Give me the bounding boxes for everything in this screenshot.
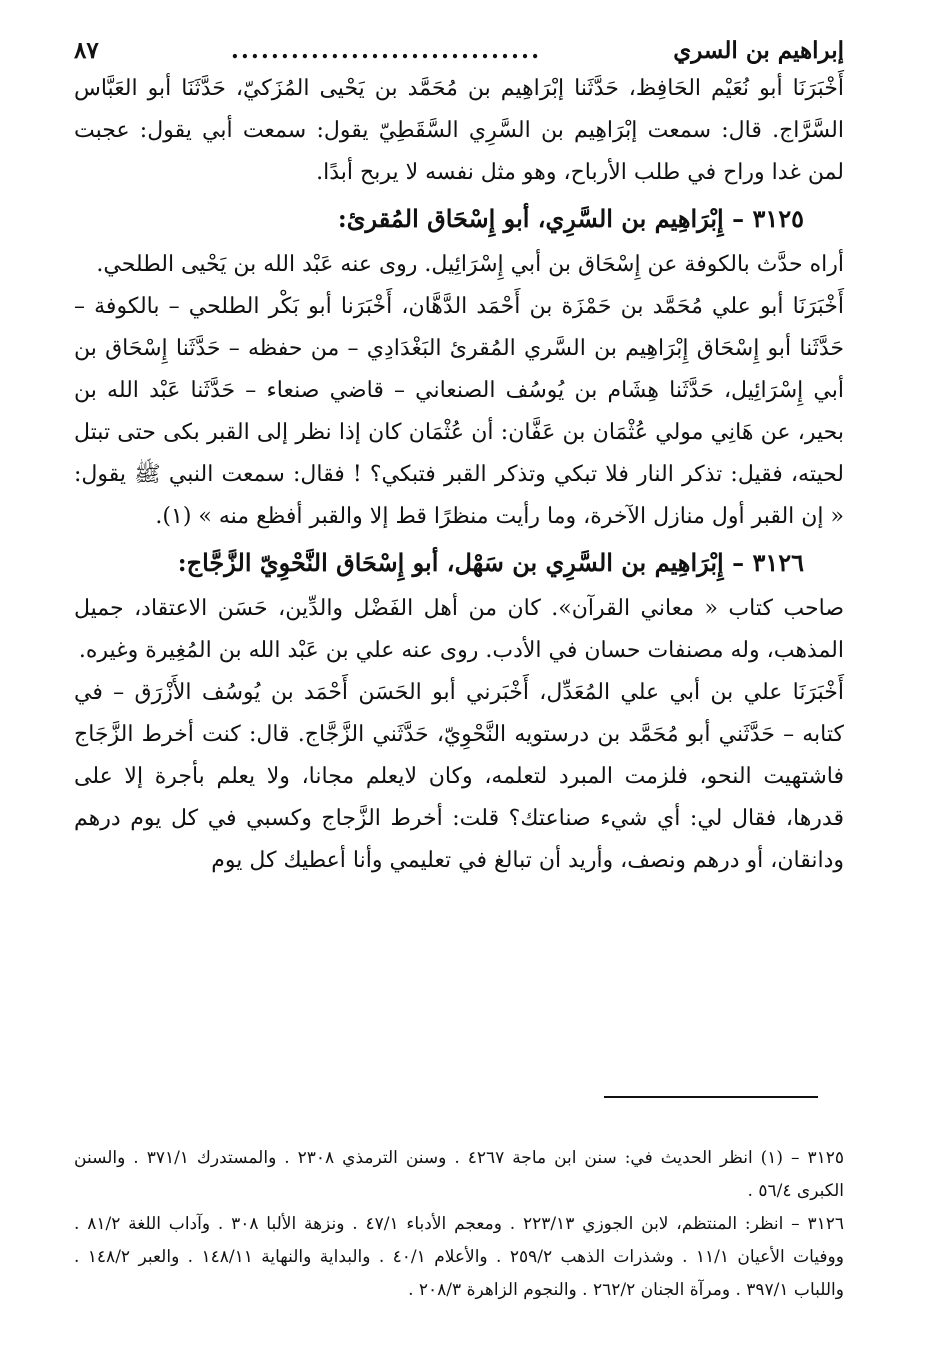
body-paragraph: صاحب كتاب « معاني القرآن». كان من أهل الفَضْل والدِّين، حَسَن الاعتقاد، جميل المذهب، وله مصنفات حسان في الأدب. روى عنه علي بن عَبْد الله بن المُغِيرة وغيره. (74, 596, 844, 663)
body-paragraph: أَخْبَرَنَا أبو علي مُحَمَّد بن حَمْزَة بن أَحْمَد الدَّهَّان، أَخْبَرَنا أبو بَكْر الطلحي – بالكوفة – حَدَّثَنا أبو إِسْحَاق إِبْرَاهِيم بن السَّري المُقرئ البَغْدَادِي – من حفظه – حَدَّثَنا إِسْحَاق بن أبي إِسْرَائِيل، حَدَّثَنا هِشَام بن يُوسُف الصنعاني – قاضي صنعاء – حَدَّثَنا عَبْد الله بن بحير، عن هَانِي مولي عُثْمَان بن عَفَّان: أن عُثْمَان كان إذا نظر إلى القبر بكى حتى تبتل لحيته، فقيل: تذكر النار فلا تبكي وتذكر القبر فتبكي؟ ! فقال: سمعت النبي ﷺ يقول: « إن القبر أول منازل الآخرة، وما رأيت منظرًا قط إلا والقبر أفظع منه » (١). (74, 294, 844, 529)
footnote: ٣١٢٦ – انظر: المنتظم، لابن الجوزي ٢٢٣/١٣ . ومعجم الأدباء ٤٧/١ . ونزهة الألبا ٣٠٨ . وآداب اللغة ٨١/٢ . ووفيات الأعيان ١١/١ . وشذرات الذهب ٢٥٩/٢ . والأعلام ٤٠/١ . والبداية والنهاية ١٤٨/١١ . والعبر ١٤٨/٢ . واللباب ٣٩٧/١ . ومرآة الجنان ٢٦٢/٢ . والنجوم الزاهرة ٢٠٨/٣ . (74, 1214, 845, 1300)
page-number: ٨٧ (74, 37, 99, 64)
running-title: إبراهيم بن السري (673, 37, 844, 64)
running-header (74, 36, 844, 68)
footnote-separator (604, 1096, 818, 1098)
footnotes (74, 1142, 844, 1307)
entry-heading: ٣١٢٦ – إِبْرَاهِيم بن السَّرِي بن سَهْل، أبو إِسْحَاق النَّحْوِيّ الزَّجَّاج: (177, 548, 804, 577)
entry-heading: ٣١٢٥ – إِبْرَاهِيم بن السَّرِي، أبو إِسْحَاق المُقرئ: (337, 204, 804, 233)
body-paragraph: أَخْبَرَنَا أبو نُعَيْم الحَافِظ، حَدَّثَنا إبْرَاهِيم بن مُحَمَّد بن يَحْيى المُزَكيّ، حَدَّثَنَا أبو العَبَّاس السَّرَّاج. قال: سمعت إبْرَاهِيم بن السَّرِي السَّقَطِيّ يقول: سمعت أبي يقول: عجبت لمن غدا وراح في طلب الأرباح، وهو مثل نفسه لا يربح أبدًا. (74, 76, 844, 185)
leader-dots: ............................... (230, 37, 542, 64)
body-paragraph: أراه حدَّث بالكوفة عن إِسْحَاق بن أبي إِسْرَائِيل. روى عنه عَبْد الله بن يَحْيى الطلحي. (96, 252, 844, 277)
book-page (74, 36, 844, 882)
footnote: ٣١٢٥ – (١) انظر الحديث في: سنن ابن ماجة ٤٢٦٧ . وسنن الترمذي ٢٣٠٨ . والمستدرك ٣٧١/١ . والسنن الكبرى ٥٦/٤ . (74, 1148, 844, 1201)
body-paragraph: أَخْبَرَنَا علي بن أبي علي المُعَدِّل، أَخْبَرني أبو الحَسَن أَحْمَد بن يُوسُف الأَزْرَق – في كتابه – حَدَّثَني أبو مُحَمَّد بن درستويه النَّحْوِيّ، حَدَّثَني الزَّجَّاج. قال: كنت أخرط الزَّجَاج فاشتهيت النحو، فلزمت المبرد لتعلمه، وكان لايعلم مجانا، ولا يعلم بأجرة إلا على قدرها، فقال لي: أي شيء صناعتك؟ قلت: أخرط الزَّجاج وكسبي في كل يوم درهم ودانقان، أو درهم ونصف، وأريد أن تبالغ في تعليمي وأنا أعطيك كل يوم (74, 680, 845, 873)
